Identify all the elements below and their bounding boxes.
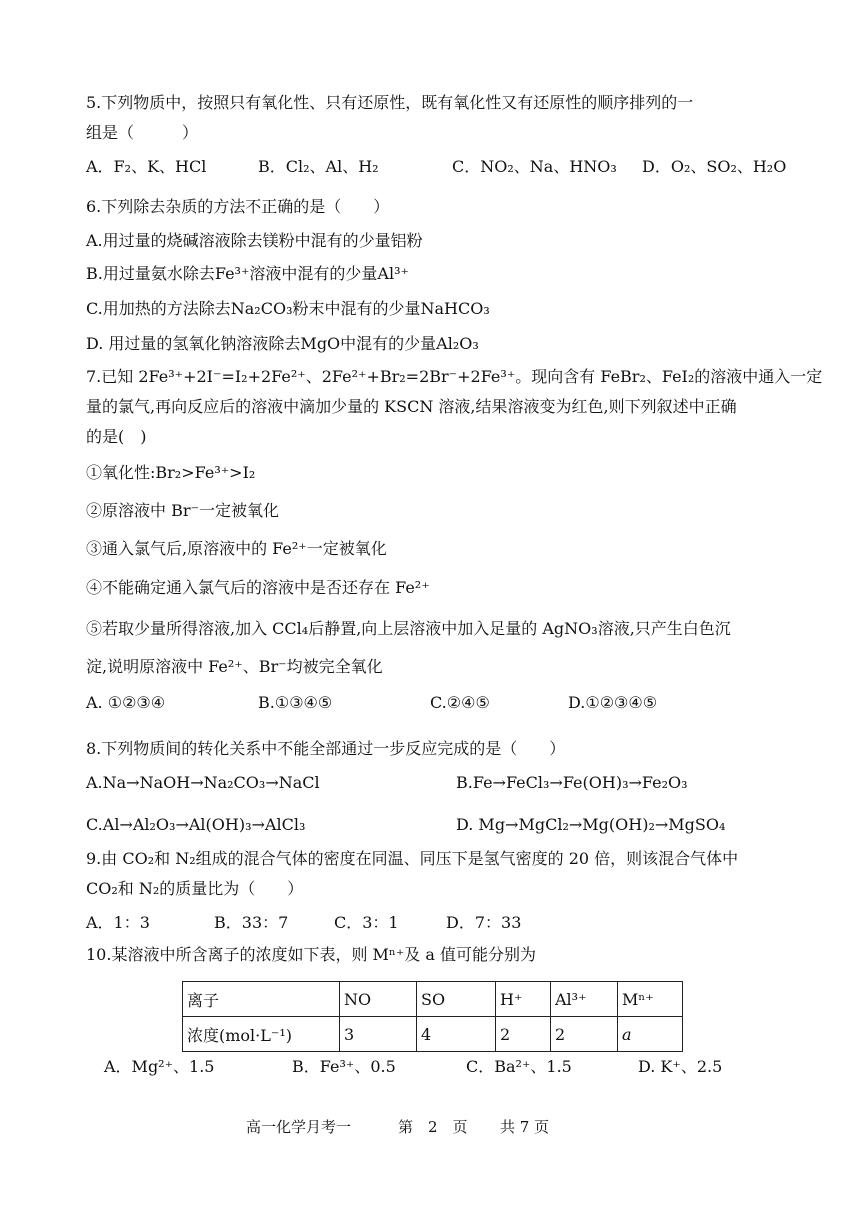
- q5-option-d: D．O₂、SO₂、H₂O: [642, 157, 787, 176]
- q5-option-b: B．Cl₂、Al、H₂: [258, 157, 379, 176]
- q8-option-d: D. Mg→MgCl₂→Mg(OH)₂→MgSO₄: [456, 815, 726, 834]
- q6-option-c: C.用加热的方法除去Na₂CO₃粉末中混有的少量NaHCO₃: [86, 299, 490, 318]
- q6-option-d: D. 用过量的氢氧化钠溶液除去MgO中混有的少量Al₂O₃: [86, 334, 479, 353]
- footer-page-number: 第 2 页: [398, 1118, 468, 1136]
- ion-concentration-table: [182, 981, 683, 1052]
- table-row: [183, 1017, 683, 1052]
- q8-option-c: C.Al→Al₂O₃→Al(OH)₃→AlCl₃: [86, 815, 306, 834]
- table-cell: 3: [340, 1017, 417, 1052]
- table-cell: NO: [340, 982, 417, 1017]
- q5-option-c: C．NO₂、Na、HNO₃: [452, 157, 617, 176]
- q10-option-b: B．Fe³⁺、0.5: [292, 1057, 396, 1076]
- q6-stem: 6.下列除去杂质的方法不正确的是（ ）: [86, 197, 390, 216]
- q7-statement-3: ③通入氯气后,原溶液中的 Fe²⁺一定被氧化: [86, 539, 387, 558]
- footer-total-pages: 共 7 页: [500, 1118, 550, 1136]
- q9-stem-line1: 9.由 CO₂和 N₂组成的混合气体的密度在同温、同压下是氢气密度的 20 倍，则该混合气体中: [86, 849, 739, 868]
- q7-statement-1: ①氧化性:Br₂>Fe³⁺>I₂: [86, 463, 256, 482]
- q5-option-a: A．F₂、K、HCl: [86, 157, 207, 176]
- table-cell: 2: [551, 1017, 618, 1052]
- q7-stem-line3: 的是( ): [86, 427, 147, 446]
- table-cell: SO: [417, 982, 496, 1017]
- q9-stem-line2: CO₂和 N₂的质量比为（ ）: [86, 879, 304, 898]
- q6-option-a: A.用过量的烧碱溶液除去镁粉中混有的少量铝粉: [86, 231, 423, 250]
- table-cell: a: [618, 1017, 683, 1052]
- q7-statement-4: ④不能确定通入氯气后的溶液中是否还存在 Fe²⁺: [86, 578, 430, 597]
- q7-stem-line2: 量的氯气,再向反应后的溶液中滴加少量的 KSCN 溶液,结果溶液变为红色,则下列叙述中正确: [86, 397, 737, 416]
- q9-option-a: A．1：3: [86, 913, 150, 932]
- q9-option-d: D．7：33: [446, 913, 522, 932]
- q7-statement-5-line2: 淀,说明原溶液中 Fe²⁺、Br⁻均被完全氧化: [86, 657, 383, 676]
- table-cell: 2: [496, 1017, 551, 1052]
- q9-option-b: B．33：7: [214, 913, 289, 932]
- q6-option-b: B.用过量氨水除去Fe³⁺溶液中混有的少量Al³⁺: [86, 264, 409, 283]
- table-cell: H⁺: [496, 982, 551, 1017]
- q9-option-c: C．3：1: [334, 913, 399, 932]
- q10-option-c: C．Ba²⁺、1.5: [466, 1057, 572, 1076]
- table-cell: Mⁿ⁺: [618, 982, 683, 1017]
- table-cell: Al³⁺: [551, 982, 618, 1017]
- q7-option-c: C.②④⑤: [430, 693, 490, 712]
- q8-stem: 8.下列物质间的转化关系中不能全部通过一步反应完成的是（ ）: [86, 739, 566, 758]
- q10-stem: 10.某溶液中所含离子的浓度如下表，则 Mⁿ⁺及 a 值可能分别为: [86, 945, 536, 964]
- table-cell: 离子: [183, 982, 340, 1017]
- q7-option-a: A. ①②③④: [86, 693, 166, 712]
- q5-stem-line2: 组是（ ）: [86, 123, 199, 142]
- q7-statement-2: ②原溶液中 Br⁻一定被氧化: [86, 501, 279, 520]
- q7-option-b: B.①③④⑤: [258, 693, 333, 712]
- q8-option-b: B.Fe→FeCl₃→Fe(OH)₃→Fe₂O₃: [456, 773, 688, 792]
- q10-option-a: A．Mg²⁺、1.5: [104, 1057, 215, 1076]
- q7-option-d: D.①②③④⑤: [568, 693, 658, 712]
- table-cell: 浓度(mol·L⁻¹): [183, 1017, 340, 1052]
- q10-option-d: D. K⁺、2.5: [638, 1057, 723, 1076]
- q7-statement-5-line1: ⑤若取少量所得溶液,加入 CCl₄后静置,向上层溶液中加入足量的 AgNO₃溶液,只产生白色沉: [86, 619, 731, 638]
- table-cell: 4: [417, 1017, 496, 1052]
- q7-stem-line1: 7.已知 2Fe³⁺+2I⁻=I₂+2Fe²⁺、2Fe²⁺+Br₂=2Br⁻+2Fe³⁺。现向含有 FeBr₂、FeI₂的溶液中通入一定: [86, 367, 823, 386]
- q8-option-a: A.Na→NaOH→Na₂CO₃→NaCl: [86, 773, 320, 792]
- table-header-row: [183, 982, 683, 1017]
- footer-exam-title: 高一化学月考一: [246, 1118, 352, 1136]
- q5-stem-line1: 5.下列物质中，按照只有氧化性、只有还原性，既有氧化性又有还原性的顺序排列的一: [86, 93, 694, 112]
